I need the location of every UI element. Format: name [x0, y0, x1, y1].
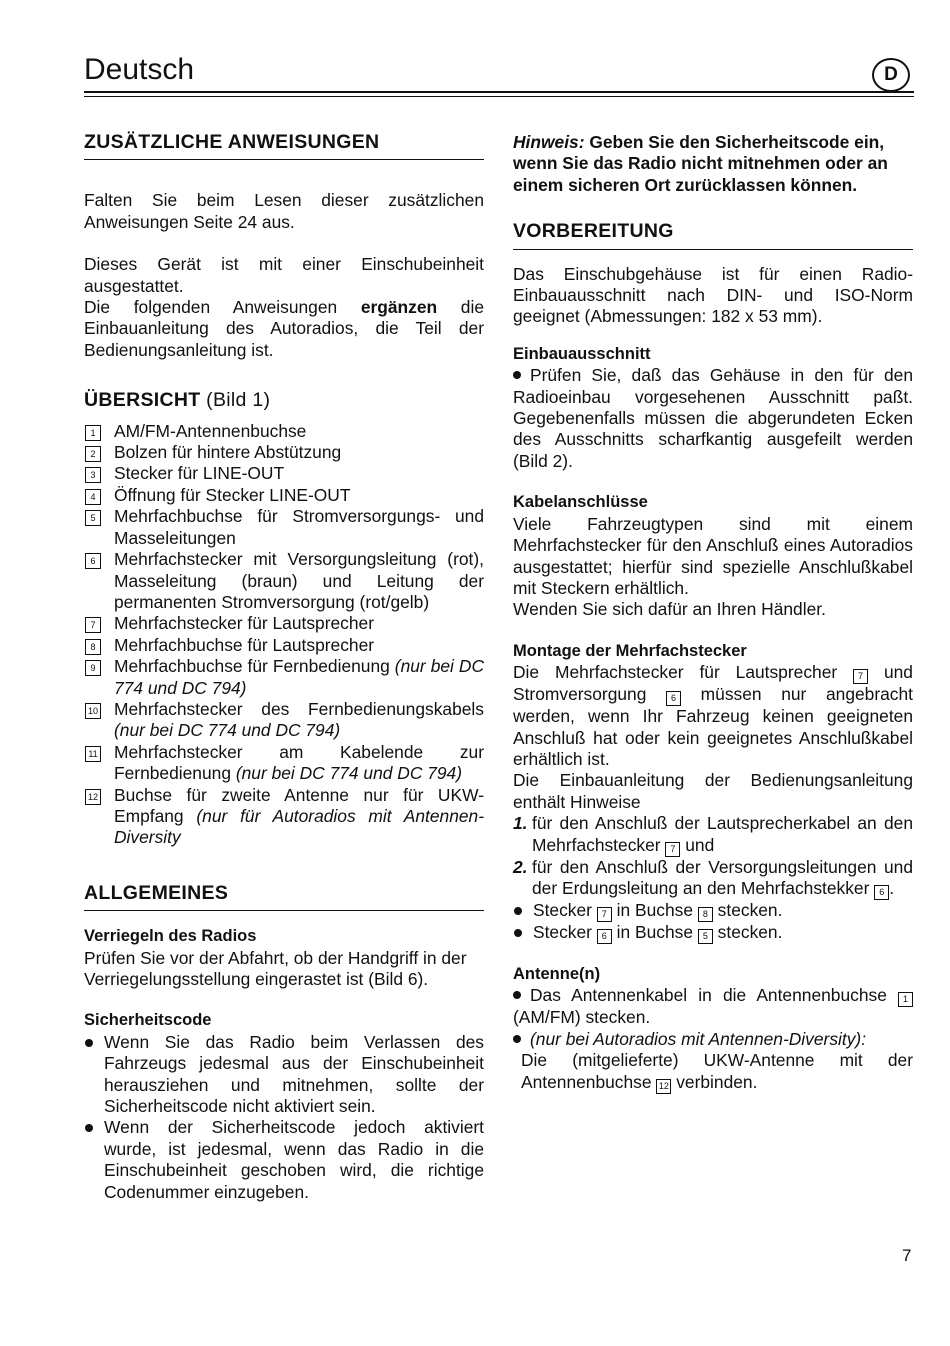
- einbau-text: Prüfen Sie, daß das Gehäuse in den für den Radioeinbau vorgesehenen Ausschnitt paßt. Gegebenenfalls müssen die abgerundeten Ecken des Ausschnitts scharfkantig ausgefeilt werden (Bild 2).: [513, 365, 913, 471]
- subheading-kabelanschluesse: Kabelanschlüsse: [513, 493, 648, 512]
- page-number: 7: [902, 1246, 912, 1265]
- section-title-allgemeines: ALLGEMEINES: [84, 883, 484, 911]
- bullet-icon: [514, 907, 522, 915]
- list-item: 2 Bolzen für hintere Abstützung: [84, 442, 484, 463]
- list-item: Wenn Sie das Radio beim Verlassen des Fahrzeugs jedesmal aus der Einschubeinheit herausziehen und mitnehmen, sollte der Sicherheitscode nicht aktiviert sein.: [84, 1032, 484, 1118]
- zusatz-paragraph-1: Falten Sie beim Lesen dieser zusätzlichen Anweisungen Seite 24 aus.: [84, 190, 484, 232]
- bullet-icon: [513, 371, 521, 379]
- list-item: 12 Buchse für zweite Antenne nur für UKW-Empfang (nur für Autoradios mit Antennen-Diversity: [84, 785, 484, 849]
- item-number-box: 8: [85, 639, 101, 655]
- item-number-box: 12: [85, 789, 101, 805]
- left-column: [84, 132, 484, 1203]
- vorbereitung-text: Das Einschubgehäuse ist für einen Radio-Einbauausschnitt nach DIN- und ISO-Norm geeignet (Abmessungen: 182 x 53 mm).: [513, 263, 913, 327]
- list-item: 1. für den Anschluß der Lautsprecherkabel an den Mehrfachstecker 7 und: [513, 813, 913, 855]
- ref-number-box: 5: [698, 929, 713, 944]
- ref-number-box: 6: [666, 691, 681, 706]
- bullet-icon: [85, 1124, 93, 1132]
- ref-number-box: 7: [853, 669, 868, 684]
- item-number-box: 11: [85, 746, 101, 762]
- list-item: 7 Mehrfachstecker für Lautsprecher: [84, 613, 484, 634]
- subheading-verriegeln: Verriegeln des Radios: [84, 927, 257, 946]
- subheading-sicherheitscode: Sicherheitscode: [84, 1011, 212, 1030]
- bullet-icon: [513, 991, 521, 999]
- item-number-box: 4: [85, 489, 101, 505]
- list-item: 2. für den Anschluß der Versorgungsleitungen und der Erdungsleitung an den Mehrfachstekker 6 .: [513, 856, 913, 898]
- zusatz-paragraph-3: Die folgenden Anweisungen ergänzen die Einbauanleitung des Autoradios, die Teil der Bedienungsanleitung ist.: [84, 297, 484, 360]
- ref-number-box: 7: [665, 842, 680, 857]
- overview-list: [84, 421, 484, 849]
- kabel-text-2: Wenden Sie sich dafür an Ihren Händler.: [513, 599, 826, 620]
- montage-bullet-list: [513, 900, 913, 944]
- ref-number-box: 6: [874, 885, 889, 900]
- ref-number-box: 6: [597, 929, 612, 944]
- antenne-item-2-heading: (nur bei Autoradios mit Antennen-Diversity):: [513, 1029, 913, 1050]
- ref-number-box: 8: [698, 907, 713, 922]
- montage-paragraph-1: Die Mehrfachstecker für Lautsprecher 7 und Stromversorgung 6 müssen nur angebracht werden, wenn Ihr Fahrzeug keinen geeigneten Anschluß hat oder kein geeignetes Anschlußkabel erhältlich ist.: [513, 662, 914, 769]
- item-number-box: 1: [85, 425, 101, 441]
- hinweis-note: Hinweis: Geben Sie den Sicherheitscode ein, wenn Sie das Radio nicht mitnehmen oder an einem sicheren Ort zurücklassen können.: [513, 132, 888, 195]
- list-item: 9 Mehrfachbuchse für Fernbedienung (nur bei DC 774 und DC 794): [84, 656, 484, 699]
- list-item: 5 Mehrfachbuchse für Stromversorgungs- und Masseleitungen: [84, 506, 484, 549]
- list-item: 10 Mehrfachstecker des Fernbedienungskabels (nur bei DC 774 und DC 794): [84, 699, 484, 742]
- montage-paragraph-2: Die Einbauanleitung der Bedienungsanleitung enthält Hinweise: [513, 770, 913, 812]
- bullet-icon: [514, 929, 522, 937]
- item-number-box: 6: [85, 553, 101, 569]
- right-column: [513, 132, 913, 1094]
- list-item: 6 Mehrfachstecker mit Versorgungsleitung (rot), Masseleitung (braun) und Leitung der permanenten Stromversorgung (rot/gelb): [84, 549, 484, 613]
- item-number-box: 2: [85, 446, 101, 462]
- bullet-icon: [513, 1035, 521, 1043]
- section-title-zusatz: ZUSÄTZLICHE ANWEISUNGEN: [84, 132, 484, 160]
- ref-number-box: 12: [656, 1079, 671, 1094]
- header-rule-thin: [84, 96, 914, 97]
- list-item: Wenn der Sicherheitscode jedoch aktiviert wurde, ist jedesmal, wenn das Radio in die Einschubeinheit geschoben wird, die richtige Codenummer einzugeben.: [84, 1117, 484, 1203]
- item-number-box: 10: [85, 703, 101, 719]
- kabel-text: Viele Fahrzeugtypen sind mit einem Mehrfachstecker für den Anschluß eines Autoradios ausgestattet; hierfür sind spezielle Anschlußkabel mit Steckern erhältlich.: [513, 513, 913, 598]
- header-rule: [84, 91, 914, 93]
- antenne-item-1: Das Antennenkabel in die Antennenbuchse 1 (AM/FM) stecken.: [513, 985, 913, 1028]
- list-item: 4 Öffnung für Stecker LINE-OUT: [84, 485, 484, 506]
- list-item: Stecker 7 in Buchse 8 stecken.: [513, 900, 913, 922]
- ref-number-box: 1: [898, 992, 913, 1007]
- subheading-montage: Montage der Mehrfachstecker: [513, 641, 747, 660]
- bullet-icon: [85, 1039, 93, 1047]
- list-item: 11 Mehrfachstecker am Kabelende zur Fernbedienung (nur bei DC 774 und DC 794): [84, 742, 484, 785]
- item-number-box: 5: [85, 510, 101, 526]
- section-title-vorbereitung: VORBEREITUNG: [513, 221, 913, 249]
- sicherheitscode-list: [84, 1032, 484, 1203]
- list-item: 3 Stecker für LINE-OUT: [84, 463, 484, 484]
- zusatz-paragraph-2: Dieses Gerät ist mit einer Einschubeinheit ausgestattet.: [84, 254, 484, 296]
- ref-number-box: 7: [597, 907, 612, 922]
- montage-numbered-list: [513, 813, 913, 900]
- subheading-einbauausschnitt: Einbauausschnitt: [513, 344, 651, 363]
- item-number-box: 7: [85, 617, 101, 633]
- item-number-box: 9: [85, 660, 101, 676]
- language-badge: D: [872, 58, 910, 92]
- subheading-antennen: Antenne(n): [513, 964, 601, 983]
- antenne-item-2-text: Die (mitgelieferte) UKW-Antenne mit der Antennenbuchse 12 verbinden.: [521, 1050, 913, 1092]
- list-item: Stecker 6 in Buchse 5 stecken.: [513, 922, 913, 944]
- list-item: 8 Mehrfachbuchse für Lautsprecher: [84, 635, 484, 656]
- section-title-uebersicht: ÜBERSICHT (Bild 1): [84, 389, 271, 412]
- list-item: 1 AM/FM-Antennenbuchse: [84, 421, 484, 442]
- item-number-box: 3: [85, 467, 101, 483]
- verriegeln-text: Prüfen Sie vor der Abfahrt, ob der Handgriff in der Verriegelungsstellung eingerastet ist (Bild 6).: [84, 947, 467, 989]
- page-language-header: Deutsch: [84, 53, 195, 86]
